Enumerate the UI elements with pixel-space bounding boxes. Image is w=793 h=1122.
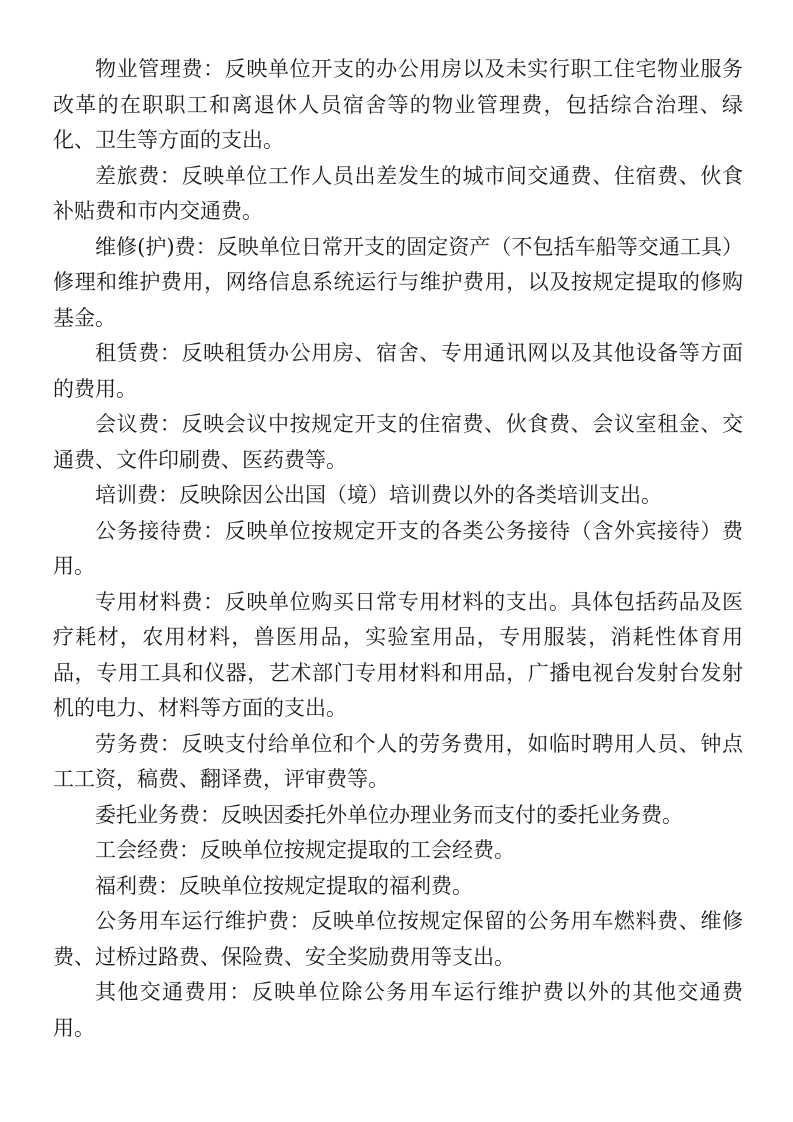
document-page <box>53 52 743 1046</box>
paragraph-official-vehicle-fee <box>53 904 743 975</box>
term-description: 反映会议中按规定开支的住宿费、伙食费、会议室租金、交通费、文件印刷费、医药费等。 <box>53 412 743 472</box>
paragraph-travel-expense <box>53 159 743 230</box>
paragraph-union-fund <box>53 833 743 869</box>
term-description: 反映租赁办公用房、宿舍、专用通讯网以及其他设备等方面的费用。 <box>53 341 743 401</box>
term-label: 专用材料费： <box>95 589 225 614</box>
term-description: 反映因委托外单位办理业务而支付的委托业务费。 <box>221 802 683 827</box>
paragraph-official-reception-fee <box>53 514 743 585</box>
term-description: 反映单位按规定开支的各类公务接待（含外宾接待）费用。 <box>53 518 744 578</box>
term-description: 反映单位购买日常专用材料的支出。具体包括药品及医疗耗材，农用材料，兽医用品，实验室用品，专用服装，消耗性体育用品，专用工具和仪器，艺术部门专用材料和用品，广播电视台发射台发射机的电力、材料等方面的支出。 <box>53 589 744 720</box>
term-description: 反映单位工作人员出差发生的城市间交通费、住宿费、伙食补贴费和市内交通费。 <box>53 163 743 223</box>
paragraph-labor-fee <box>53 727 743 798</box>
term-label: 培训费： <box>95 483 179 507</box>
term-label: 公务用车运行维护费： <box>95 909 312 933</box>
term-description: 反映单位按规定提取的工会经费。 <box>200 838 515 862</box>
term-description: 反映单位除公务用车运行维护费以外的其他交通费用。 <box>53 980 743 1040</box>
term-label: 维修(护)费： <box>95 234 217 259</box>
paragraph-meeting-fee <box>53 407 743 478</box>
paragraph-other-transport-fee <box>53 975 743 1046</box>
term-description: 反映单位开支的办公用房以及未实行职工住宅物业服务改革的在职职工和离退休人员宿舍等的物业管理费，包括综合治理、绿化、卫生等方面的支出。 <box>53 57 744 152</box>
paragraph-rental-fee <box>53 336 743 407</box>
term-label: 劳务费： <box>95 731 182 756</box>
term-description: 反映单位日常开支的固定资产（不包括车船等交通工具）修理和维护费用，网络信息系统运行与维护费用，以及按规定提取的修购基金。 <box>53 234 743 330</box>
term-label: 福利费： <box>95 873 179 898</box>
term-label: 工会经费： <box>95 838 200 862</box>
term-label: 其他交通费用： <box>95 980 252 1004</box>
term-description: 反映单位按规定保留的公务用车燃料费、维修费、过桥过路费、保险费、安全奖励费用等支出。 <box>53 909 744 969</box>
term-description: 反映除因公出国（境）培训费以外的各类培训支出。 <box>179 483 662 507</box>
paragraph-commissioned-business-fee <box>53 798 743 834</box>
term-label: 物业管理费： <box>95 57 225 81</box>
paragraph-maintenance-fee <box>53 230 743 337</box>
term-description: 反映单位按规定提取的福利费。 <box>179 873 473 898</box>
paragraph-training-fee <box>53 478 743 514</box>
term-label: 会议费： <box>95 412 182 436</box>
paragraph-welfare-fee <box>53 869 743 905</box>
paragraph-special-materials-fee <box>53 585 743 727</box>
paragraph-property-management-fee <box>53 52 743 159</box>
term-label: 租赁费： <box>95 341 182 365</box>
term-description: 反映支付给单位和个人的劳务费用，如临时聘用人员、钟点工工资，稿费、翻译费，评审费等。 <box>53 731 743 791</box>
term-label: 差旅费： <box>95 163 182 188</box>
term-label: 委托业务费： <box>95 802 221 827</box>
term-label: 公务接待费： <box>95 518 225 543</box>
